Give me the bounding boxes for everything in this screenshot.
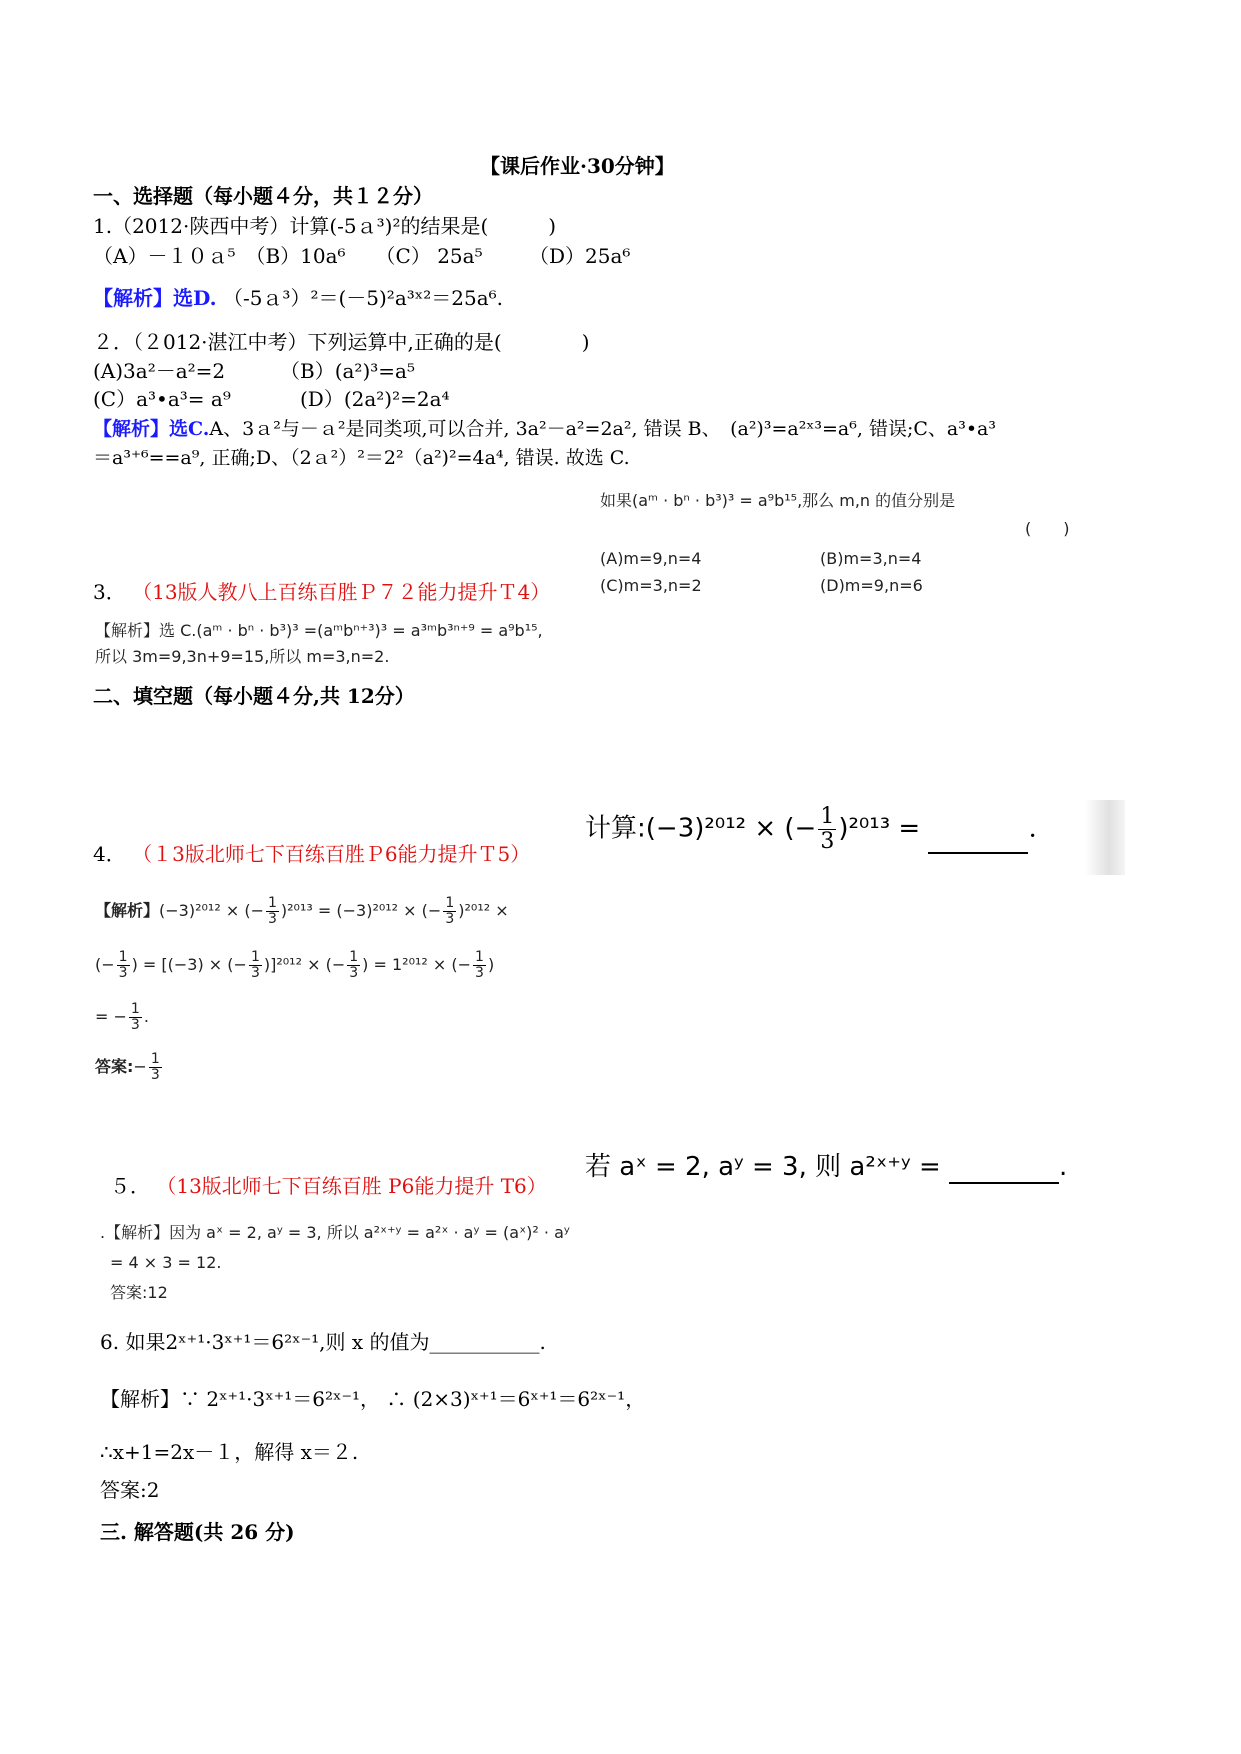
fraction-denominator: 3 (445, 911, 455, 927)
solution-text: A、3ａ²与－ａ²是同类项,可以合并, 3a²－a²=2a², 错误 B、 (a²)³=a²ˣ³=a⁶, 错误;C、a³•a³ (209, 418, 996, 440)
fraction-numerator: 1 (445, 895, 455, 911)
question-5-solution-line-2: = 4 × 3 = 12. (110, 1253, 222, 1272)
question-2-stem: ２．（２012·湛江中考）下列运算中,正确的是( ) (93, 330, 590, 354)
solution-segment: )²⁰¹³ = (−3)²⁰¹² × (− (280, 901, 442, 920)
question-4-line (93, 840, 530, 868)
fraction-numerator: 1 (267, 895, 277, 911)
fraction-one-third (149, 1052, 162, 1083)
question-source: （13版人教八上百练百胜Ｐ７２能力提升Ｔ4） (132, 580, 551, 604)
question-6-stem: 6. 如果2ˣ⁺¹·3ˣ⁺¹＝6²ˣ⁻¹,则 x 的值为___________. (100, 1330, 546, 1354)
question-5-line (110, 1172, 547, 1200)
question-3-image-option-c: (C)m=3,n=2 (600, 576, 702, 595)
fraction-one-third (443, 896, 456, 927)
question-3-image-option-d: (D)m=9,n=6 (820, 576, 923, 595)
solution-segment: (− (95, 955, 115, 974)
answer-sign: − (133, 1057, 147, 1076)
fraction-denominator: 3 (150, 1067, 160, 1083)
section-heading-choice: 一、选择题（每小题４分，共１２分） (93, 184, 433, 208)
page-title: 【课后作业·30分钟】 (480, 154, 675, 178)
fraction-denominator: 3 (475, 965, 484, 981)
analysis-label: 【解析】选C. (93, 418, 210, 440)
solution-segment: ) = 1²⁰¹² × (− (362, 955, 472, 974)
answer-blank (928, 830, 1028, 854)
fraction-denominator: 3 (349, 965, 359, 981)
analysis-label: 【解析】选D. (93, 286, 217, 310)
question-3-line (93, 578, 550, 606)
question-6-solution-line-2: ∴x+1=2x－１，解得 x＝２. (100, 1440, 359, 1464)
fraction-numerator: 1 (150, 1051, 160, 1067)
question-2-option-d: (D）(2a²)²=2a⁴ (300, 387, 450, 411)
question-6-solution-line-1: 【解析】∵ 2ˣ⁺¹·3ˣ⁺¹＝6²ˣ⁻¹， ∴ (2×3)ˣ⁺¹＝6ˣ⁺¹＝6²ˣ⁻¹， (100, 1387, 646, 1411)
question-6-answer: 答案:2 (100, 1478, 160, 1502)
answer-blank (949, 1160, 1059, 1184)
question-number: 4． (93, 842, 126, 866)
fraction-numerator: 1 (130, 1001, 140, 1017)
fraction-denominator: 3 (118, 965, 128, 981)
question-1-stem: 1.（2012·陕西中考）计算(-5ａ³)²的结果是( ) (93, 214, 557, 238)
fraction-denominator: 3 (820, 829, 835, 854)
solution-segment: ) = [(−3) × (− (131, 955, 247, 974)
question-2-option-c: (C）a³•a³= a⁹ (93, 387, 231, 411)
section-heading-fill: 二、填空题（每小题４分,共 12分） (93, 684, 415, 708)
question-3-solution-line-1: 【解析】选 C.(aᵐ · bⁿ · b³)³ =(aᵐbⁿ⁺³)³ = a³ᵐb³ⁿ⁺⁹ = a⁹b¹⁵, (95, 621, 543, 640)
problem-text: 若 aˣ = 2, aʸ = 3, 则 a²ˣ⁺ʸ = (585, 1152, 941, 1182)
fraction-numerator: 1 (250, 949, 260, 965)
question-3-image-option-b: (B)m=3,n=4 (820, 549, 922, 568)
problem-text-tail: )²⁰¹³ = (838, 813, 921, 844)
question-source: （13版北师七下百练百胜 P6能力提升 T6） (156, 1174, 547, 1198)
fraction-one-third (117, 950, 130, 981)
question-3-image-paren: ( ) (1025, 519, 1070, 538)
question-3-solution-line-2: 所以 3m=9,3n+9=15,所以 m=3,n=2. (95, 647, 390, 666)
question-4-solution-line-1 (95, 896, 509, 927)
question-2-option-b: （B）(a²)³=a⁵ (280, 359, 415, 383)
question-1-options: （A）－１０ａ⁵ （B）10a⁶ （C） 25a⁵ （D）25a⁶ (93, 244, 631, 268)
fraction-denominator: 3 (130, 1017, 140, 1033)
fraction-one-third (473, 950, 486, 981)
analysis-label: 【解析】 (95, 901, 160, 920)
question-4-solution-line-2 (95, 950, 494, 981)
question-3-image-stem: 如果(aᵐ · bⁿ · b³)³ = a⁹b¹⁵,那么 m,n 的值分别是 (600, 491, 956, 510)
question-number: ５． (110, 1174, 150, 1198)
solution-segment: )]²⁰¹² × (− (263, 955, 346, 974)
question-2-option-a: (A)3a²－a²=2 (93, 359, 226, 383)
question-5-solution-line-1: .【解析】因为 aˣ = 2, aʸ = 3, 所以 a²ˣ⁺ʸ = a²ˣ · aʸ = (aˣ)² · aʸ (100, 1223, 570, 1242)
solution-segment: (−3)²⁰¹² × (− (159, 901, 264, 920)
fraction-one-third (266, 896, 279, 927)
solution-segment: ) (487, 955, 495, 974)
fraction-one-third (129, 1002, 142, 1033)
question-5-problem-image: 若 aˣ = 2, aʸ = 3, 则 a²ˣ⁺ʸ = . (585, 1152, 1068, 1182)
problem-text: 计算:(−3)²⁰¹² × (− (585, 813, 817, 844)
solution-segment: . (143, 1007, 149, 1026)
question-2-solution-line-2: ＝a³⁺⁶==a⁹, 正确;D、（2ａ²）²＝2²（a²)²=4a⁴, 错误. 故选 C. (93, 447, 630, 469)
question-5-answer: 答案:12 (110, 1283, 168, 1302)
fraction-numerator: 1 (475, 949, 484, 965)
scan-edge-shade (1085, 800, 1125, 875)
fraction-numerator: 1 (118, 949, 128, 965)
question-2-solution-line-1 (93, 415, 996, 443)
fraction-denominator: 3 (250, 965, 260, 981)
question-4-problem-image: 计算:(−3)²⁰¹² × (− $\frac{1}{3}$ )²⁰¹³ = . (585, 804, 1037, 854)
fraction-numerator: 1 (349, 949, 359, 965)
fraction-one-third (818, 805, 836, 854)
fraction-numerator: 1 (820, 804, 835, 829)
question-3-image-option-a: (A)m=9,n=4 (600, 549, 702, 568)
solution-text: （-5ａ³）²＝(－5)²a³ˣ²＝25a⁶. (222, 286, 504, 310)
section-heading-solve: 三. 解答题(共 26 分) (100, 1520, 295, 1544)
question-4-solution-line-3 (95, 1002, 149, 1033)
answer-label: 答案: (95, 1057, 134, 1076)
question-source: （１3版北师七下百练百胜Ｐ6能力提升Ｔ5） (132, 842, 531, 866)
fraction-one-third (347, 950, 360, 981)
fraction-one-third (249, 950, 262, 981)
solution-segment: = − (95, 1007, 127, 1026)
fraction-denominator: 3 (267, 911, 277, 927)
question-number: 3． (93, 580, 126, 604)
question-1-solution (93, 284, 503, 312)
question-4-answer (95, 1052, 164, 1083)
solution-segment: )²⁰¹² × (458, 901, 509, 920)
